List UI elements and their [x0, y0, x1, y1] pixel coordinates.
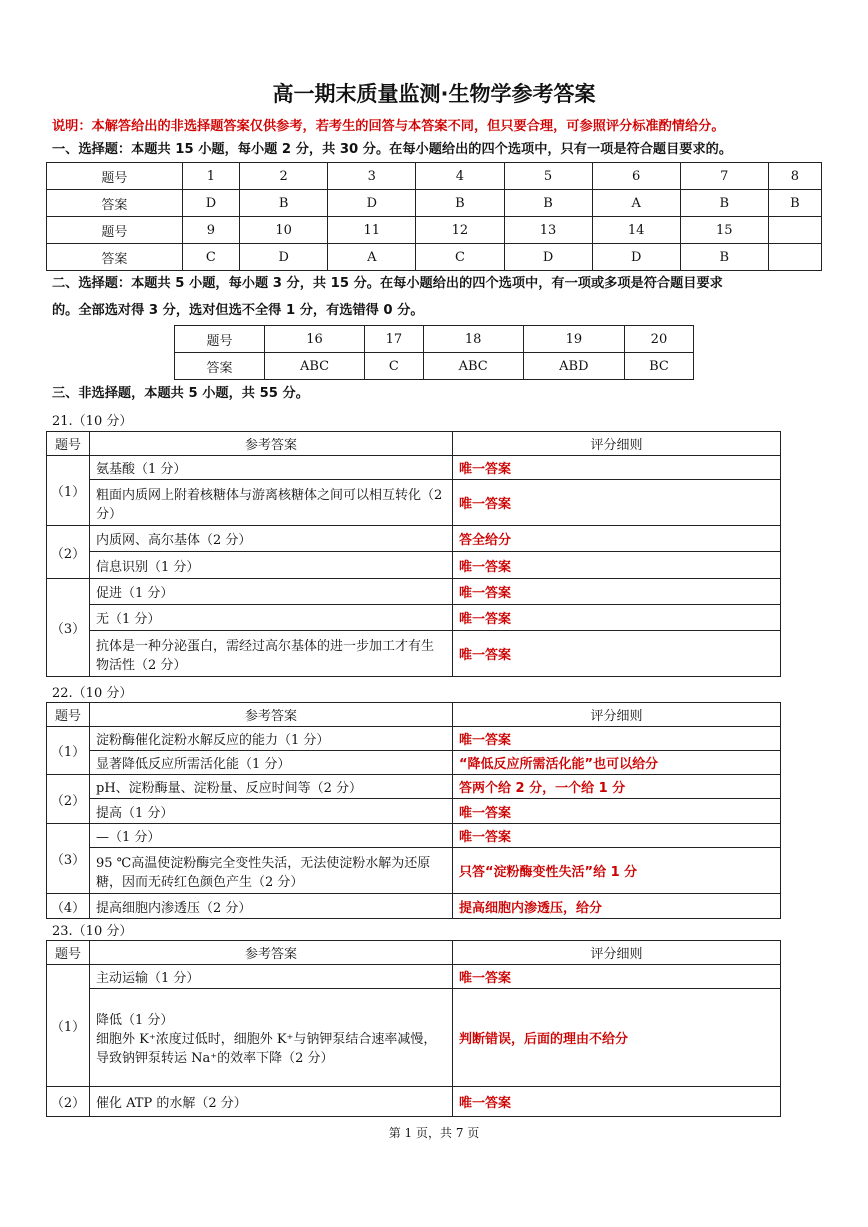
answer-text: 氨基酸（1 分） — [90, 456, 453, 480]
answer-cell: 5 — [504, 163, 592, 190]
table-row — [47, 989, 781, 1087]
row-header-cell: 答案 — [47, 190, 183, 217]
answer-text: 催化 ATP 的水解（2 分） — [90, 1087, 453, 1117]
section2-heading-line2: 的。全部选对得 3 分，选对但选不全得 1 分，有选错得 0 分。 — [52, 303, 424, 318]
answer-text: 无（1 分） — [90, 605, 453, 631]
section1-heading: 一、选择题：本题共 15 小题，每小题 2 分，共 30 分。在每小题给出的四个选项中，只有一项是符合题目要求的。 — [52, 142, 733, 157]
table-row — [175, 326, 694, 353]
mc2-table — [174, 325, 694, 380]
answer-cell: D — [240, 244, 328, 271]
answer-cell: 14 — [592, 217, 680, 244]
table-row — [47, 163, 822, 190]
table-row — [47, 526, 781, 552]
answer-cell: 2 — [240, 163, 328, 190]
header-grading: 评分细则 — [453, 432, 781, 456]
answer-cell: 19 — [523, 326, 624, 353]
section3-heading: 三、非选择题，本题共 5 小题，共 55 分。 — [52, 386, 309, 401]
answer-cell: BC — [624, 353, 693, 380]
answer-cell: B — [240, 190, 328, 217]
table-row — [47, 190, 822, 217]
answer-cell: 3 — [328, 163, 416, 190]
answer-cell: D — [592, 244, 680, 271]
answer-cell: B — [768, 190, 821, 217]
table-row — [47, 824, 781, 848]
answer-cell: 8 — [768, 163, 821, 190]
header-answer: 参考答案 — [90, 941, 453, 965]
answer-text: 提高（1 分） — [90, 799, 453, 824]
part-number: （2） — [47, 1087, 90, 1117]
part-number: （1） — [47, 456, 90, 526]
q23-table — [46, 940, 781, 1117]
table-row — [175, 353, 694, 380]
answer-text: 粗面内质网上附着核糖体与游离核糖体之间可以相互转化（2 分） — [90, 480, 453, 526]
grading-text: 答全给分 — [453, 526, 781, 552]
answer-cell: 1 — [182, 163, 239, 190]
answer-cell: C — [182, 244, 239, 271]
grading-text: 唯一答案 — [453, 1087, 781, 1117]
table-row — [47, 456, 781, 480]
table-row — [47, 965, 781, 989]
answer-cell: 6 — [592, 163, 680, 190]
answer-cell: 9 — [182, 217, 239, 244]
part-number: （1） — [47, 965, 90, 1087]
answer-cell: B — [680, 244, 768, 271]
answer-cell: 13 — [504, 217, 592, 244]
q21-table — [46, 431, 781, 677]
part-number: （1） — [47, 727, 90, 775]
answer-text: 95 ℃高温使淀粉酶完全变性失活，无法使淀粉水解为还原糖，因而无砖红色颜色产生（2 分） — [90, 848, 453, 894]
mc1-table — [46, 162, 822, 271]
answer-text: 主动运输（1 分） — [90, 965, 453, 989]
answer-cell — [768, 217, 821, 244]
answer-cell: D — [328, 190, 416, 217]
answer-cell: 11 — [328, 217, 416, 244]
answer-cell: A — [328, 244, 416, 271]
grading-text: “降低反应所需活化能”也可以给分 — [453, 751, 781, 775]
row-header-cell: 题号 — [47, 163, 183, 190]
row-header-cell: 题号 — [47, 217, 183, 244]
answer-cell: ABD — [523, 353, 624, 380]
table-header-row — [47, 432, 781, 456]
grading-text: 只答“淀粉酶变性失活”给 1 分 — [453, 848, 781, 894]
part-number: （3） — [47, 824, 90, 894]
page-title: 高一期末质量监测·生物学参考答案 — [272, 82, 596, 106]
table-row — [47, 244, 822, 271]
instruction-note: 说明：本解答给出的非选择题答案仅供参考，若考生的回答与本答案不同，但只要合理，可参照评分标准酌情给分。 — [52, 119, 725, 134]
grading-text: 唯一答案 — [453, 631, 781, 677]
answer-text: 显著降低反应所需活化能（1 分） — [90, 751, 453, 775]
answer-text: 促进（1 分） — [90, 579, 453, 605]
answer-cell: 17 — [365, 326, 423, 353]
table-row — [47, 751, 781, 775]
table-row — [47, 605, 781, 631]
header-answer: 参考答案 — [90, 703, 453, 727]
grading-text: 唯一答案 — [453, 824, 781, 848]
table-row — [47, 848, 781, 894]
grading-text: 提高细胞内渗透压，给分 — [453, 894, 781, 919]
answer-text: 提高细胞内渗透压（2 分） — [90, 894, 453, 919]
table-row — [47, 894, 781, 919]
grading-text: 唯一答案 — [453, 799, 781, 824]
q21-label: 21.（10 分） — [52, 414, 133, 429]
answer-cell: 20 — [624, 326, 693, 353]
row-header-cell: 答案 — [47, 244, 183, 271]
table-row — [47, 217, 822, 244]
answer-text: 淀粉酶催化淀粉水解反应的能力（1 分） — [90, 727, 453, 751]
header-grading: 评分细则 — [453, 703, 781, 727]
grading-text: 唯一答案 — [453, 456, 781, 480]
answer-cell: C — [365, 353, 423, 380]
answer-cell: B — [416, 190, 504, 217]
answer-cell: 15 — [680, 217, 768, 244]
grading-text: 判断错误，后面的理由不给分 — [453, 989, 781, 1087]
answer-text: 信息识别（1 分） — [90, 552, 453, 579]
answer-text: pH、淀粉酶量、淀粉量、反应时间等（2 分） — [90, 775, 453, 799]
answer-cell: D — [182, 190, 239, 217]
header-num: 题号 — [47, 703, 90, 727]
part-number: （3） — [47, 579, 90, 677]
grading-text: 答两个给 2 分，一个给 1 分 — [453, 775, 781, 799]
grading-text: 唯一答案 — [453, 480, 781, 526]
answer-cell: 12 — [416, 217, 504, 244]
table-header-row — [47, 941, 781, 965]
table-header-row — [47, 703, 781, 727]
answer-cell: A — [592, 190, 680, 217]
answer-cell: B — [680, 190, 768, 217]
table-row — [47, 579, 781, 605]
table-row — [47, 1087, 781, 1117]
q22-label: 22.（10 分） — [52, 686, 133, 701]
table-row — [47, 552, 781, 579]
answer-cell: D — [504, 244, 592, 271]
answer-cell: C — [416, 244, 504, 271]
answer-cell: 16 — [264, 326, 364, 353]
answer-cell: ABC — [264, 353, 364, 380]
header-answer: 参考答案 — [90, 432, 453, 456]
row-header-cell: 题号 — [175, 326, 265, 353]
answer-cell: 4 — [416, 163, 504, 190]
q22-table — [46, 702, 781, 919]
table-row — [47, 799, 781, 824]
answer-text: 抗体是一种分泌蛋白，需经过高尔基体的进一步加工才有生物活性（2 分） — [90, 631, 453, 677]
part-number: （2） — [47, 526, 90, 579]
section2-heading-line1: 二、选择题：本题共 5 小题，每小题 3 分，共 15 分。在每小题给出的四个选项中，有一项或多项是符合题目要求 — [52, 276, 723, 291]
header-num: 题号 — [47, 432, 90, 456]
header-grading: 评分细则 — [453, 941, 781, 965]
table-row — [47, 775, 781, 799]
page-footer: 第 1 页，共 7 页 — [388, 1126, 480, 1140]
answer-cell: ABC — [423, 353, 523, 380]
table-row — [47, 727, 781, 751]
answer-text: 降低（1 分） 细胞外 K⁺浓度过低时，细胞外 K⁺与钠钾泵结合速率减慢，导致钠钾泵转运 Na⁺的效率下降（2 分） — [90, 989, 453, 1087]
part-number: （4） — [47, 894, 90, 919]
answer-text: 内质网、高尔基体（2 分） — [90, 526, 453, 552]
part-number: （2） — [47, 775, 90, 824]
answer-cell: B — [504, 190, 592, 217]
q23-label: 23.（10 分） — [52, 924, 133, 939]
answer-cell — [768, 244, 821, 271]
grading-text: 唯一答案 — [453, 552, 781, 579]
answer-cell: 18 — [423, 326, 523, 353]
table-row — [47, 480, 781, 526]
row-header-cell: 答案 — [175, 353, 265, 380]
grading-text: 唯一答案 — [453, 727, 781, 751]
grading-text: 唯一答案 — [453, 605, 781, 631]
grading-text: 唯一答案 — [453, 579, 781, 605]
answer-text: —（1 分） — [90, 824, 453, 848]
table-row — [47, 631, 781, 677]
answer-cell: 7 — [680, 163, 768, 190]
grading-text: 唯一答案 — [453, 965, 781, 989]
header-num: 题号 — [47, 941, 90, 965]
answer-cell: 10 — [240, 217, 328, 244]
